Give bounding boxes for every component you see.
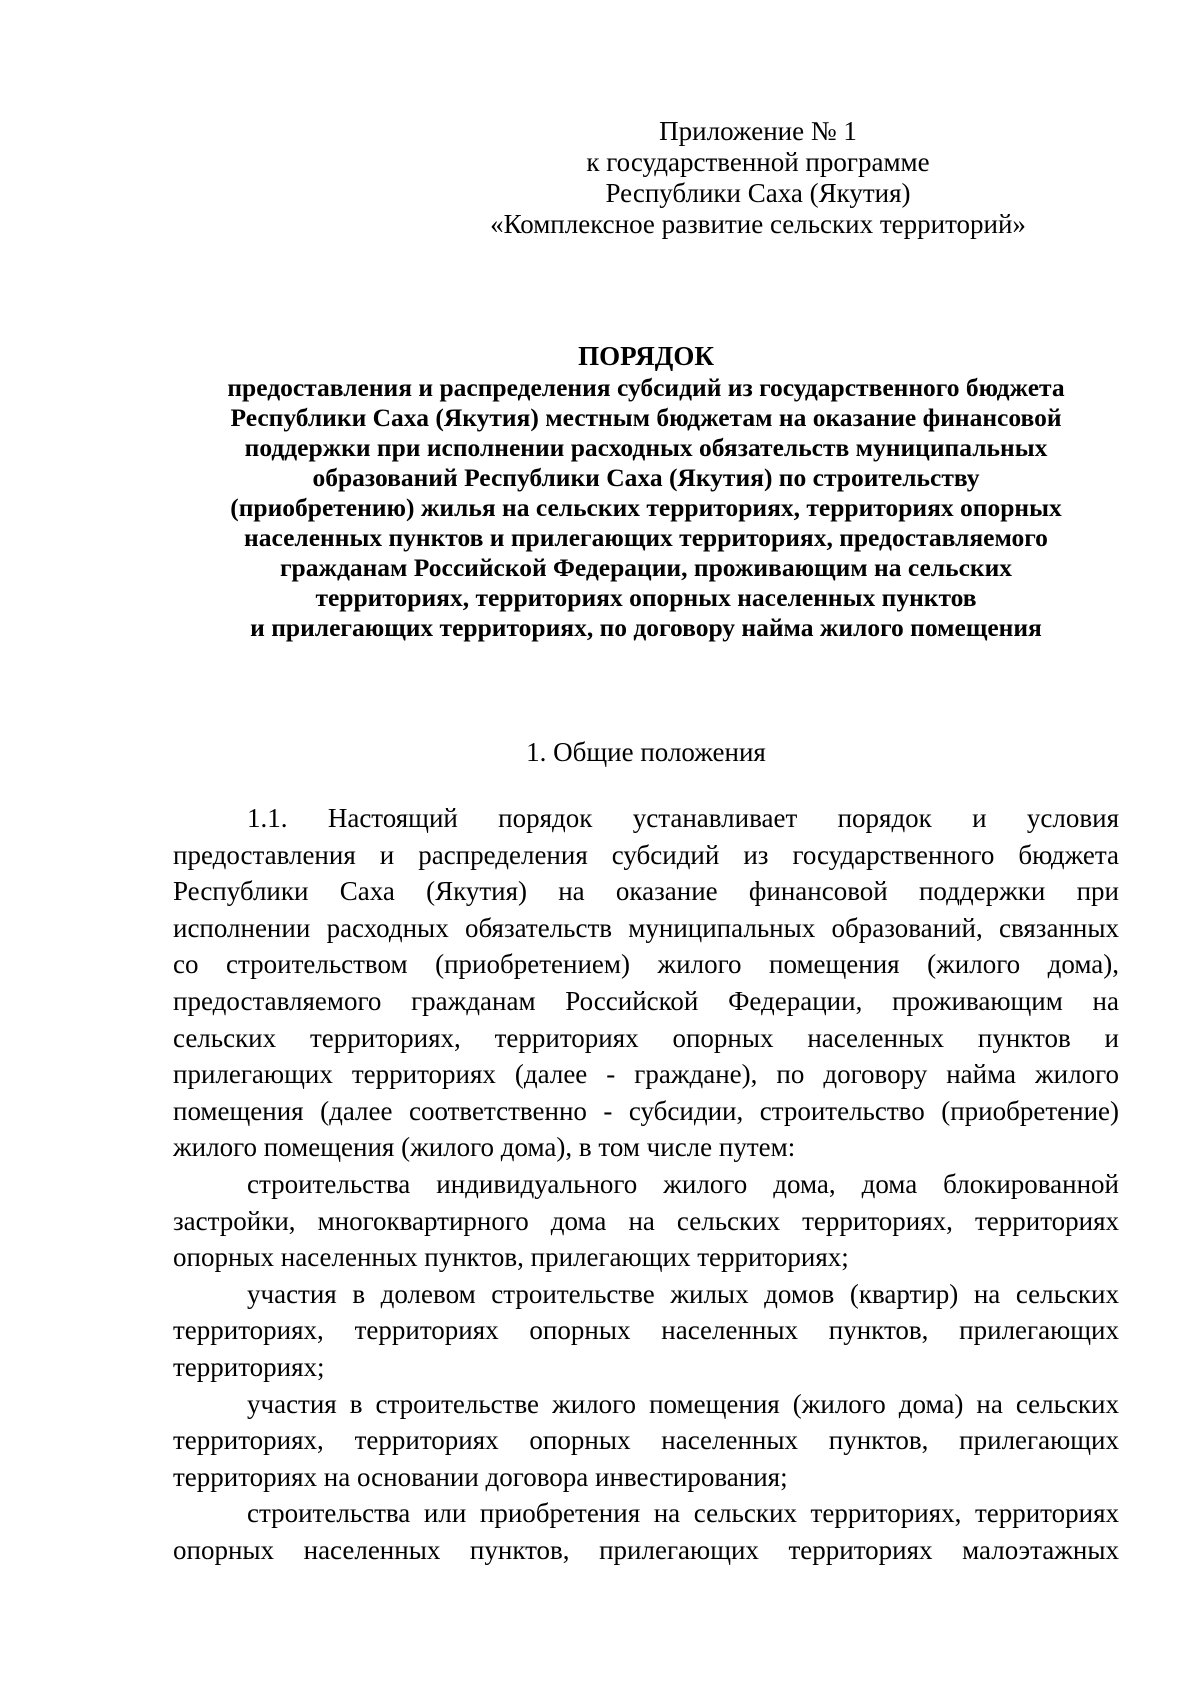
title-line: гражданам Российской Федерации, проживающим на сельских [279,553,1013,582]
appendix-line: Приложение № 1 [659,116,857,146]
paragraph-line: территориях; [173,1351,325,1382]
title-line: и прилегающих территориях, по договору найма жилого помещения [250,613,1042,642]
paragraph-line: территориях на основании договора инвестирования; [173,1461,788,1492]
paragraph-line: 1.1. Настоящий порядок устанавливает порядок и условия [247,803,1119,833]
appendix-header [450,116,1066,240]
paragraph-line: предоставления и распределения субсидий из государственного бюджета [173,839,1119,870]
paragraph-line: прилегающих территориях (далее - граждане), по договору найма жилого [173,1059,1119,1090]
title-line: территориях, территориях опорных населенных пунктов [315,583,977,612]
appendix-line: «Комплексное развитие сельских территорий» [490,209,1026,239]
paragraph-line: опорных населенных пунктов, прилегающих территориях; [173,1242,849,1273]
paragraph-line: исполнении расходных обязательств муниципальных образований, связанных [173,912,1119,943]
paragraph-line: строительства индивидуального жилого дома, дома блокированной [247,1168,1119,1199]
appendix-line: Республики Саха (Якутия) [605,178,911,208]
section-heading: 1. Общие положения [526,737,766,767]
paragraph-line: опорных населенных пунктов, прилегающих территориях малоэтажных [173,1534,1119,1565]
title-line: населенных пунктов и прилегающих территориях, предоставляемого [244,523,1048,552]
paragraph-line: территориях, территориях опорных населенных пунктов, прилегающих [173,1315,1119,1346]
paragraph-line: помещения (далее соответственно - субсидии, строительство (приобретение) [173,1095,1119,1126]
body-text [173,800,1119,1568]
title-line: (приобретению) жилья на сельских территориях, территориях опорных [230,493,1062,522]
title-line: поддержки при исполнении расходных обязательств муниципальных [244,433,1048,462]
paragraph-line: строительства или приобретения на сельских территориях, территориях [247,1498,1119,1529]
title-main: ПОРЯДОК [578,341,714,371]
title-line: предоставления и распределения субсидий из государственного бюджета [227,373,1065,402]
paragraph-line: со строительством (приобретением) жилого помещения (жилого дома), [173,949,1119,980]
paragraph-line: застройки, многоквартирного дома на сельских территориях, территориях [173,1205,1119,1236]
title-line: образований Республики Саха (Якутия) по строительству [312,463,980,492]
paragraph-line: жилого помещения (жилого дома), в том числе путем: [173,1132,796,1163]
paragraph-line: сельских территориях, территориях опорных населенных пунктов и [173,1022,1119,1053]
paragraph-line: предоставляемого гражданам Российской Федерации, проживающим на [173,985,1119,1016]
paragraph-line: участия в долевом строительстве жилых домов (квартир) на сельских [247,1278,1119,1309]
title-line: Республики Саха (Якутия) местным бюджетам на оказание финансовой [230,403,1062,432]
paragraph-line: Республики Саха (Якутия) на оказание финансовой поддержки при [173,876,1119,907]
paragraph-line: территориях, территориях опорных населенных пунктов, прилегающих [173,1425,1119,1456]
paragraph-line: участия в строительстве жилого помещения (жилого дома) на сельских [247,1388,1119,1419]
document-title [160,341,1132,643]
appendix-line: к государственной программе [586,147,930,177]
